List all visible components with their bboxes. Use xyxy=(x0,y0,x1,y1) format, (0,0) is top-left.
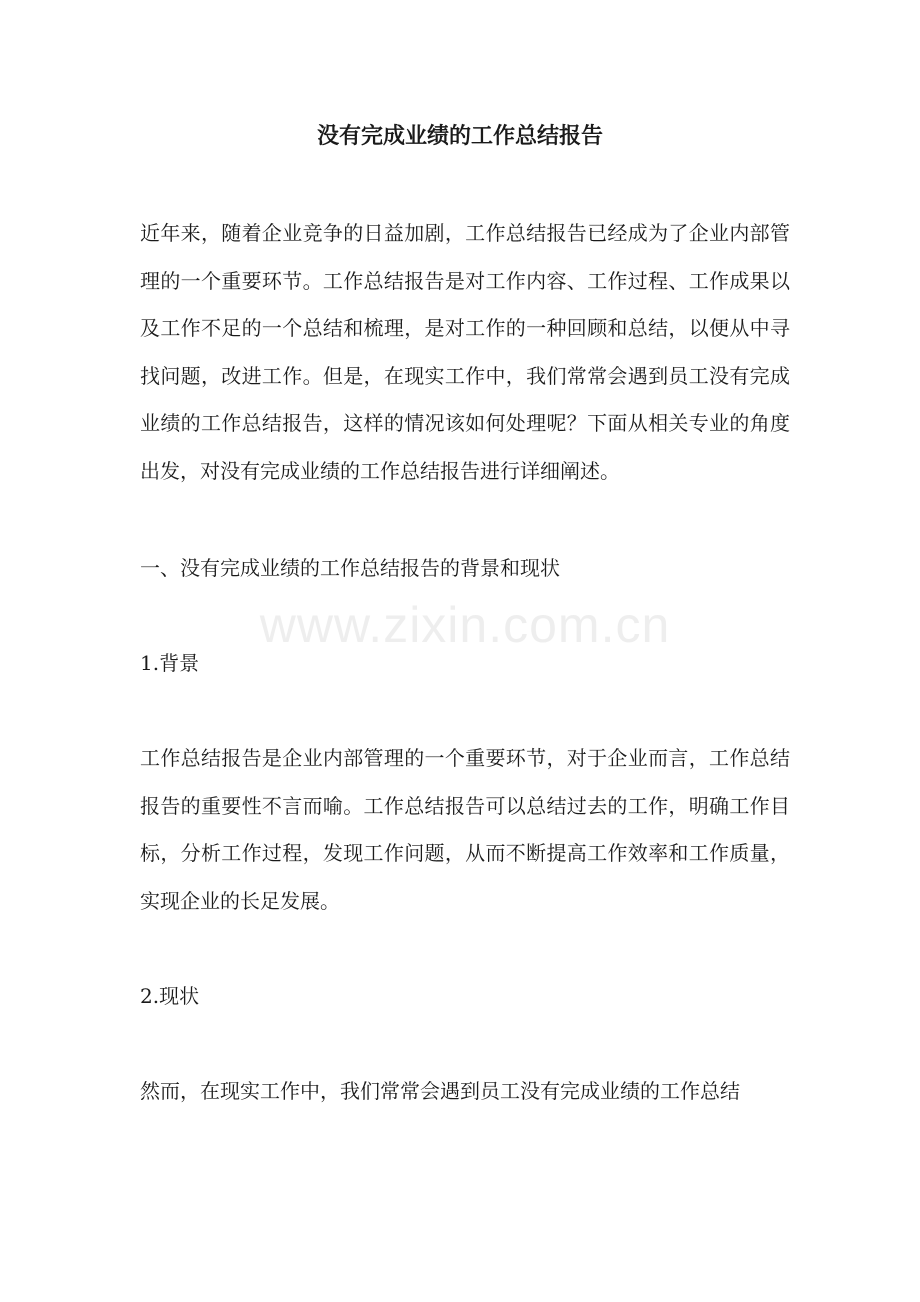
spacer xyxy=(140,495,790,545)
section-heading-1: 一、没有完成业绩的工作总结报告的背景和现状 xyxy=(140,556,560,580)
intro-paragraph: 近年来，随着企业竞争的日益加剧，工作总结报告已经成为了企业内部管理的一个重要环节。工作总结报告是对工作内容、工作过程、工作成果以及工作不足的一个总结和梳理，是对工作的一种回顾和总结，以便从中寻找问题，改进工作。但是，在现实工作中，我们常常会遇到员工没有完成业绩的工作总结报告，这样的情况该如何处理呢？下面从相关专业的角度出发，对没有完成业绩的工作总结报告进行详细阐述。 xyxy=(140,221,790,483)
watermark: www.zixin.com.cn xyxy=(259,597,671,653)
spacer xyxy=(140,1020,790,1068)
spacer xyxy=(140,688,790,736)
subsection-heading-background: 1.背景 xyxy=(140,651,200,675)
document-title: 没有完成业绩的工作总结报告 xyxy=(316,123,603,149)
subsection-heading-status: 2.现状 xyxy=(140,983,200,1008)
status-paragraph: 然而，在现实工作中，我们常常会遇到员工没有完成业绩的工作总结 xyxy=(140,1078,740,1103)
spacer xyxy=(140,593,790,641)
document-body xyxy=(140,210,790,1115)
background-paragraph: 工作总结报告是企业内部管理的一个重要环节，对于企业而言，工作总结报告的重要性不言而喻。工作总结报告可以总结过去的工作，明确工作目标，分析工作过程，发现工作问题，从而不断提高工作效率和工作质量，实现企业的长足发展。 xyxy=(140,746,790,913)
spacer xyxy=(140,925,790,973)
